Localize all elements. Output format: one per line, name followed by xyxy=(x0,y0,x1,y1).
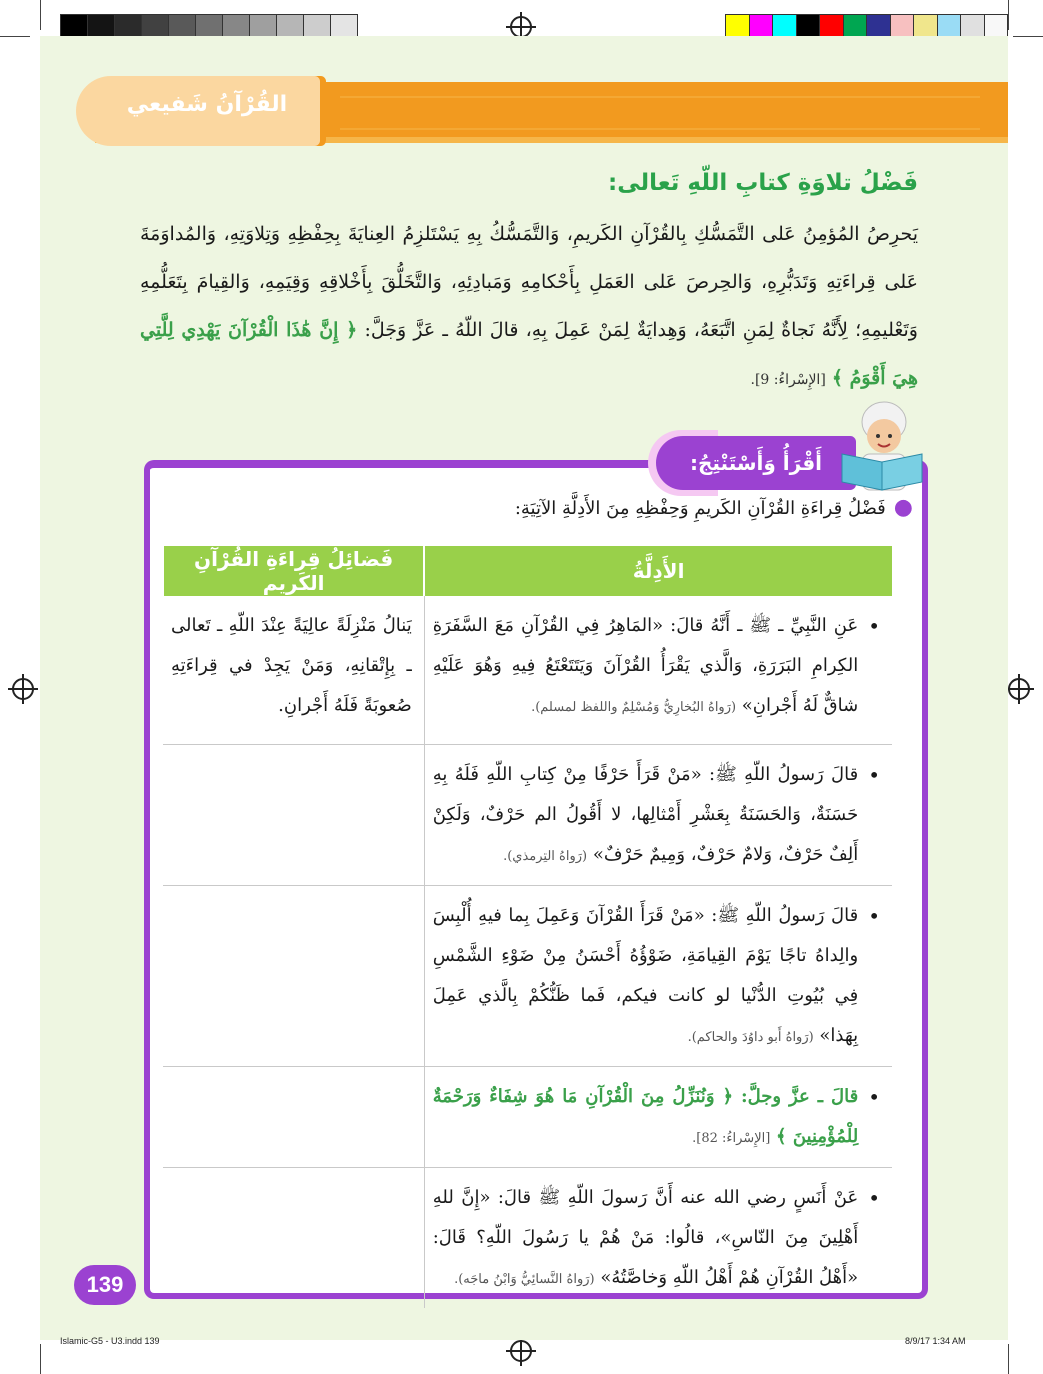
banner-ornament xyxy=(340,96,980,130)
activity-instruction xyxy=(515,495,913,520)
table-row xyxy=(163,744,892,885)
verse-reference: [الإِسْراءُ: 9]. xyxy=(750,372,826,388)
registration-mark-right-icon xyxy=(1008,678,1030,700)
crop-mark xyxy=(1008,0,1009,30)
section-title: فَضْلُ تلاوَةِ كتابِ اللّهِ تَعالى: xyxy=(608,170,918,196)
crop-mark xyxy=(40,0,41,30)
unit-title: القُرْآنُ شَفيعي xyxy=(126,92,288,117)
evidence-text: قالَ ـ عزَّ وجلَّ: ﴿ وَنُنَزِّلُ مِنَ الْقُرْآنِ مَا هُوَ شِفَاءٌ وَرَحْمَةٌ لِلْمُؤْمِنِينَ ﴾ xyxy=(432,1085,859,1147)
evidence-cell: • قالَ رَسولُ اللّهِ ﷺ: «مَنْ قَرَأَ القُرْآنَ وَعَمِلَ بِما فيهِ أُلْبِسَ والِداهُ تاجًا يَوْمَ القِيامَةِ، ضَوْؤُهُ أَحْسَنُ مِنْ ضَوْءِ الشَّمْسِ فِي بُيُوتِ الدُّنْيا لو كانت فيكم، فَما ظَنُّكُمْ بِالَّذي عَمِلَ بِهَذا» (رَواهُ أَبو داوُدَ والحاكم). xyxy=(424,885,892,1066)
crop-mark xyxy=(1008,1344,1009,1374)
evidence-citation: (رَواهُ التِرمذي). xyxy=(503,848,588,864)
crop-mark xyxy=(0,36,30,37)
evidence-text: قالَ رَسولُ اللّهِ ﷺ: «مَنْ قَرَأَ القُرْآنَ وَعَمِلَ بِما فيهِ أُلْبِسَ والِداهُ تاجًا يَوْمَ القِيامَةِ، ضَوْؤُهُ أَحْسَنُ مِنْ ضَوْءِ الشَّمْسِ فِي بُيُوتِ الدُّنْيا لو كانت فيكم، فَما ظَنُّكُمْ بِالَّذي عَمِلَ بِهَذا» xyxy=(432,904,859,1046)
slug-timestamp: 8/9/17 1:34 AM xyxy=(905,1336,966,1346)
merit-cell xyxy=(163,1167,424,1308)
evidence-cell: • قالَ رَسولُ اللّهِ ﷺ: «مَنْ قَرَأَ حَرْفًا مِنْ كِتابِ اللّهِ فَلَهُ بِهِ حَسَنَةٌ، وَالحَسَنَةُ بِعَشْرِ أَمْثالِها، لا أَقُولُ الم حَرْفٌ، وَلَكِنْ أَلِفٌ حَرْفٌ، وَلامٌ حَرْفٌ، وَمِيمٌ حَرْفٌ» (رَواهُ التِرمذي). xyxy=(424,744,892,885)
evidence-text: عَنِ النَّبِيِّ ـ ﷺ ـ أَنَّهُ قالَ: «المَاهِرُ فِي القُرْآنِ مَعَ السَّفَرَةِ الكِرامِ البَرَرَةِ، وَالَّذي يَقْرَأُ القُرْآنَ وَيَتَتَعْتَعُ فِيهِ وَهُوَ عَلَيْهِ شاقٌّ لَهُ أَجْرانِ» xyxy=(432,615,859,716)
paragraph-text: يَحرِصُ المُؤمِنُ عَلى التَّمَسُّكِ بِالقُرْآنِ الكَريمِ، وَالتَّمَسُّكُ بِهِ يَسْتَلزِمُ العِنايَةَ بِحِفْظِهِ وَتِلاوَتِهِ، وَالمُداوَمَةَ عَلى قِراءَتِهِ وَتَدَبُّرِهِ، وَالحِرصَ عَلى العَمَلِ بِأَحْكامِهِ وَمَبادِئِهِ، وَالتَّخَلُّقَ بِأَخْلاقِهِ وَقِيَمِهِ، وَالقِيامَ بِتَعَلُّمِهِ وَتَعْليمِهِ؛ لِأَنَّهُ نَجاةٌ لِمَنِ اتَّبَعَهُ، وَهِدايَةٌ لِمَنْ عَمِلَ بِهِ، قالَ اللّهُ ـ عَزَّ وَجَلَّ: xyxy=(140,223,918,341)
table-row xyxy=(163,885,892,1066)
registration-mark-bottom-icon xyxy=(510,1340,532,1362)
evidence-cell: • عَنْ أَنَسٍ رضي الله عنه أَنَّ رَسولَ اللّهِ ﷺ قالَ: «إِنَّ للهِ أَهْلِينَ مِنَ النّاسِ»، قالُوا: مَنْ هُمْ يا رَسُولَ اللّهِ؟ قَالَ: «أَهْلُ القُرْآنِ هُمْ أَهْلُ اللّهِ وَخاصَّتُهُ» (رَواهُ النَّسائِيُّ وَابْنُ ماجَه). xyxy=(424,1167,892,1308)
table-row xyxy=(163,1066,892,1167)
registration-mark-top-icon xyxy=(510,16,532,38)
merit-cell xyxy=(163,744,424,885)
evidence-citation: (رَواهُ النَّسائِيُّ وَابْنُ ماجَه). xyxy=(454,1271,595,1287)
table-row xyxy=(163,596,892,744)
merit-cell xyxy=(163,885,424,1066)
evidence-text: عَنْ أَنَسٍ رضي الله عنه أَنَّ رَسولَ اللّهِ ﷺ قالَ: «إِنَّ للهِ أَهْلِينَ مِنَ النّاسِ»، قالُوا: مَنْ هُمْ يا رَسُولَ اللّهِ؟ قَالَ: «أَهْلُ القُرْآنِ هُمْ أَهْلُ اللّهِ وَخاصَّتُهُ» xyxy=(432,1186,859,1288)
evidence-citation: (رَواهُ البُخارِيُّ وَمُسْلِمٌ واللفظ لمسلم). xyxy=(531,700,737,715)
activity-tab-label: أَقْرَأُ وَأَسْتَنْتِجُ: xyxy=(656,436,856,490)
evidence-table xyxy=(162,546,892,1308)
crop-mark xyxy=(1013,36,1043,37)
column-header-merits: فَضائِلُ قِراءَةِ القُرْآنِ الكَريمِ xyxy=(163,546,424,596)
page-number: 139 xyxy=(74,1265,136,1305)
merit-cell xyxy=(163,1066,424,1167)
crop-mark xyxy=(40,1344,41,1374)
intro-paragraph xyxy=(140,210,918,404)
bullet-icon: ● xyxy=(893,495,913,520)
evidence-cell: • عَنِ النَّبِيِّ ـ ﷺ ـ أَنَّهُ قالَ: «المَاهِرُ فِي القُرْآنِ مَعَ السَّفَرَةِ الكِرامِ البَرَرَةِ، وَالَّذي يَقْرَأُ القُرْآنَ وَيَتَتَعْتَعُ فِيهِ وَهُوَ عَلَيْهِ شاقٌّ لَهُ أَجْرانِ» (رَواهُ البُخارِيُّ وَمُسْلِمٌ واللفظ لمسلم). xyxy=(424,596,892,744)
merit-cell: يَنالُ مَنْزِلَةً عالِيَةً عِنْدَ اللّهِ ـ تَعالى ـ بِإِتْقانِهِ، وَمَنْ يَجِدْ في قِراءَتِهِ صُعوبَةً فَلَهُ أَجْرانِ. xyxy=(163,596,424,744)
evidence-text: قالَ رَسولُ اللّهِ ﷺ: «مَنْ قَرَأَ حَرْفًا مِنْ كِتابِ اللّهِ فَلَهُ بِهِ حَسَنَةٌ، وَالحَسَنَةُ بِعَشْرِ أَمْثالِها، لا أَقُولُ الم حَرْفٌ، وَلَكِنْ أَلِفٌ حَرْفٌ، وَلامٌ حَرْفٌ، وَمِيمٌ حَرْفٌ» xyxy=(432,763,859,865)
table-row xyxy=(163,1167,892,1308)
quran-verse: ﴿ إِنَّ هَٰذَا الْقُرْآنَ يَهْدِي لِلَّتِي هِيَ أَقْوَمُ ﴾ xyxy=(140,319,918,389)
instruction-text: فَضْلُ قِراءَةِ القُرْآنِ الكَريمِ وَحِفْظِهِ مِنَ الأَدِلَّةِ الآتِيَةِ: xyxy=(514,498,886,519)
registration-mark-left-icon xyxy=(12,678,34,700)
column-header-evidence: الأَدِلَّةُ xyxy=(424,546,892,596)
evidence-citation: (رَواهُ أَبو داوُدَ والحاكم). xyxy=(687,1029,814,1045)
slug-file-info: Islamic-G5 - U3.indd 139 xyxy=(60,1336,160,1346)
evidence-cell: • قالَ ـ عزَّ وجلَّ: ﴿ وَنُنَزِّلُ مِنَ الْقُرْآنِ مَا هُوَ شِفَاءٌ وَرَحْمَةٌ لِلْمُؤْمِنِينَ ﴾ [الإِسْراءُ: 82]. xyxy=(424,1066,892,1167)
reading-boy-icon xyxy=(838,396,926,492)
evidence-citation: [الإِسْراءُ: 82]. xyxy=(692,1130,771,1146)
